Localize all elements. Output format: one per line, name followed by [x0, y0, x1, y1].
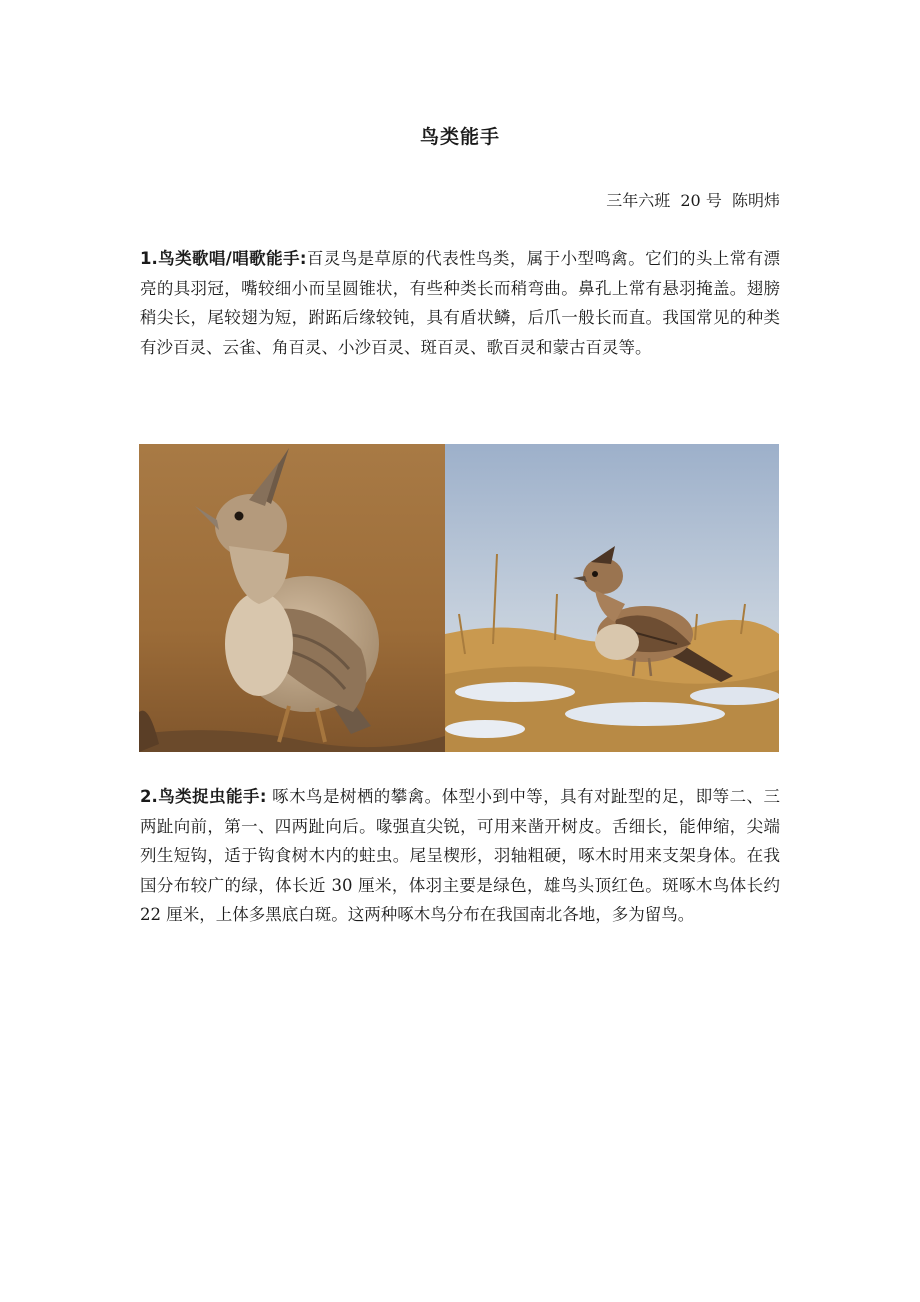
- section-heading: 2.鸟类捉虫能手:: [140, 787, 267, 806]
- section-body: 百灵鸟是草原的代表性鸟类，属于小型鸣禽。它们的头上常有漂亮的具羽冠，嘴较细小而呈圆锥状，有些种类长而稍弯曲。鼻孔上常有悬羽掩盖。翅膀稍尖长，尾较翅为短，跗跖后缘较钝，具有盾状鳞，后爪一般长而直。我国常见的种类有沙百灵、云雀、角百灵、小沙百灵、斑百灵、歌百灵和蒙古百灵等。: [140, 249, 781, 357]
- section-body: 啄木鸟是树栖的攀禽。体型小到中等，具有对趾型的足，即等二、三两趾向前，第一、四两趾向后。喙强直尖锐，可用来凿开树皮。舌细长，能伸缩，尖端列生短钩，适于钩食树木内的蛀虫。尾呈楔形，羽轴粗硬，啄木时用来支架身体。在我国分布较广的绿，体长近 30 厘米，体羽主要是绿色，雄鸟头顶红色。斑啄木鸟体长约 22 厘米，上体多黑底白斑。这两种啄木鸟分布在我国南北各地，多为留鸟。: [140, 787, 780, 924]
- section-heading: 1.鸟类歌唱/唱歌能手:: [140, 249, 307, 268]
- section-insect-catching-birds: [140, 782, 780, 930]
- crested-lark-photo: [139, 444, 445, 752]
- skylark-illustration: [445, 444, 779, 752]
- skylark-photo: [445, 444, 779, 752]
- author-line: 三年六班 20 号 陈明炜: [606, 191, 780, 210]
- crested-lark-illustration: [139, 444, 445, 752]
- photo-row: [139, 444, 779, 752]
- page-title: 鸟类能手: [419, 126, 500, 148]
- section-singing-birds: [140, 244, 780, 362]
